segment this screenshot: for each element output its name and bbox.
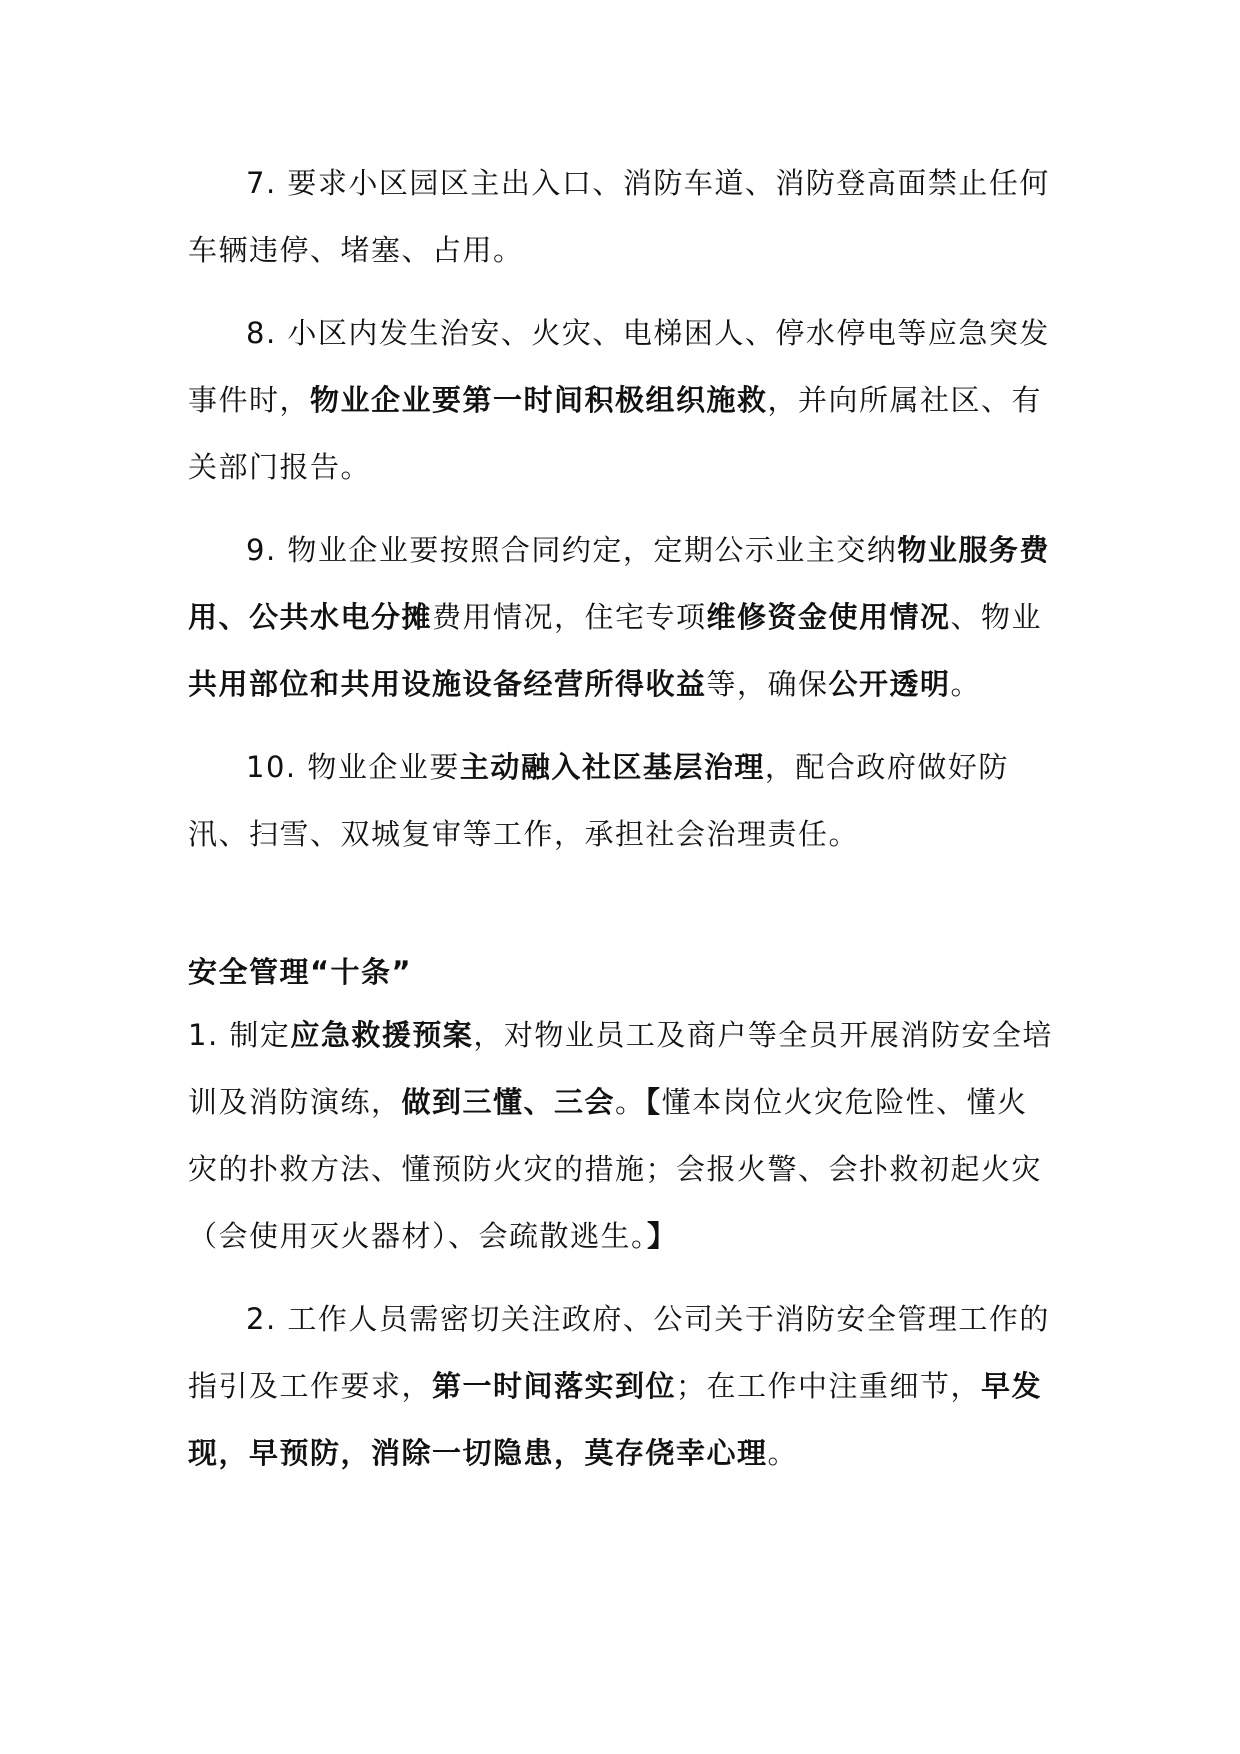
text-run: 费用情况，住宅专项 (432, 600, 707, 634)
text-run: 。 (950, 667, 982, 701)
text-run: 。 (767, 1436, 799, 1470)
bold-run: 物业企业要第一时间积极组织施救 (310, 383, 768, 417)
text-run: 。 (615, 1085, 646, 1119)
paragraph-safety-item-1 (188, 1002, 1058, 1270)
text-run: 1. 制定 (188, 1018, 291, 1052)
text-run: 、物业 (950, 600, 1043, 634)
bold-run: 】 (647, 1219, 678, 1253)
bold-run: 【 (645, 1085, 662, 1119)
bold-run: 做到三懂、三会 (401, 1085, 616, 1119)
bold-run: 应急救援预案 (290, 1018, 474, 1052)
paragraph-item-9 (188, 517, 1058, 718)
text-run: 9. 物业企业要按照合同约定，定期公示业主交纳 (246, 533, 898, 567)
bold-run: 公开透明 (828, 667, 951, 701)
paragraph-item-10 (188, 734, 1058, 868)
text-run: 10. 物业企业要 (246, 750, 460, 784)
text-run: 2. 工作人员需密切关注政府、公司关于消防安全管理工作的指引及工作要求， (188, 1302, 1050, 1403)
bold-run: 物业服务费用、公共水电分摊 (188, 533, 1050, 634)
paragraph-item-7 (188, 150, 1058, 284)
text-run: 懂本岗位火灾危险性、懂火灾的扑救方法、懂预防火灾的措施；会报火警、会扑救初起火灾（会使用灭火器材）、会疏散逃生。 (188, 1085, 1043, 1253)
section-heading: 安全管理“十条” (188, 955, 413, 989)
bold-run: 主动融入社区基层治理 (459, 750, 765, 784)
text-run: ，对物业员工及商户等全员开展消防安全培训及消防演练， (188, 1018, 1053, 1119)
text-run: ，配合政府做好防汛、扫雪、双城复审等工作，承担社会治理责任。 (188, 750, 1009, 851)
paragraph-safety-item-2 (188, 1286, 1058, 1487)
paragraph-item-8 (188, 300, 1058, 501)
bold-run: 早发现，早预防，消除一切隐患，莫存侥幸心理 (188, 1369, 1043, 1470)
text-run: 7. 要求小区园区主出入口、消防车道、消防登高面禁止任何车辆违停、堵塞、占用。 (188, 166, 1050, 267)
document-body (188, 150, 1058, 1487)
text-run: ，并向所属社区、有关部门报告。 (188, 383, 1043, 484)
text-run: 等，确保 (706, 667, 829, 701)
bold-run: 第一时间落实到位 (432, 1369, 677, 1403)
bold-run: 维修资金使用情况 (706, 600, 951, 634)
text-run: ；在工作中注重细节， (676, 1369, 982, 1403)
text-run: 8. 小区内发生治安、火灾、电梯困人、停水停电等应急突发事件时， (188, 316, 1050, 417)
bold-run: 共用部位和共用设施设备经营所得收益 (188, 667, 707, 701)
